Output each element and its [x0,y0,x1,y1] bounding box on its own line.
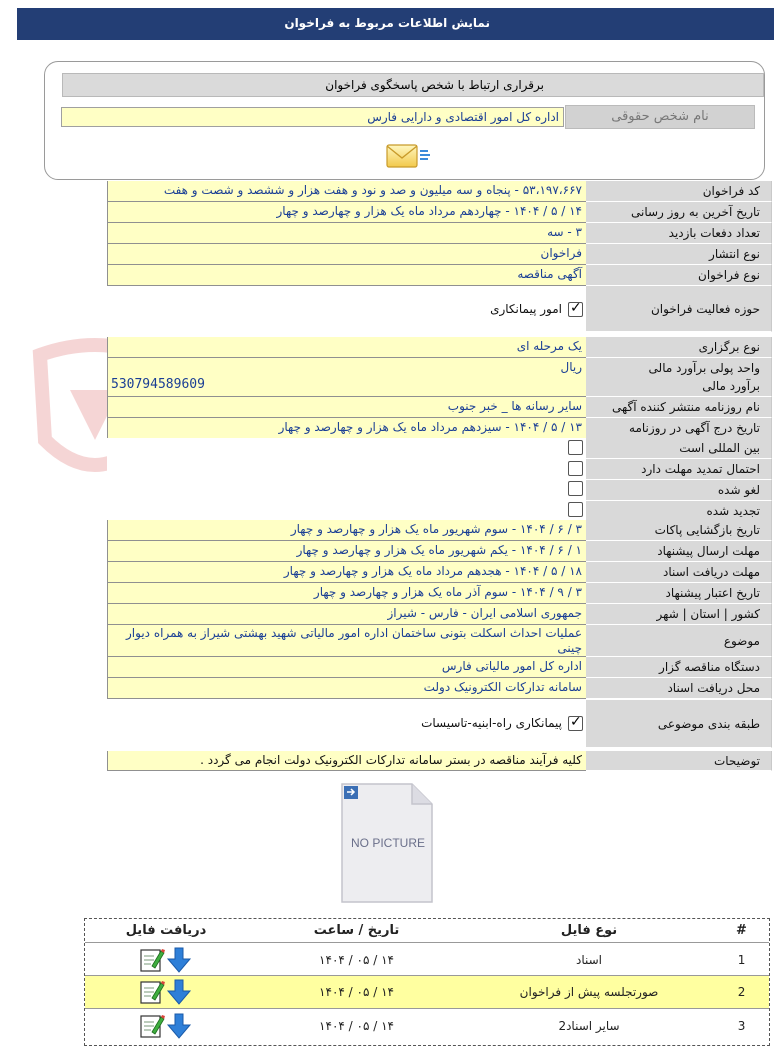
field-label: تاریخ اعتبار پیشنهاد [586,583,772,604]
field-value: سامانه تدارکات الکترونیک دولت [107,678,586,699]
legal-person-label: نام شخص حقوقی [565,105,755,129]
field-label: تاریخ آخرین به روز رسانی [586,202,772,223]
field-label: نام روزنامه منتشر کننده آگهی [586,397,772,418]
field-renewed [107,501,772,522]
field-value: 530794589609 [107,376,586,397]
field-label: احتمال تمدید مهلت دارد [586,459,772,480]
category-checkbox[interactable] [568,716,583,731]
cancelled-checkbox[interactable] [568,481,583,496]
field-call-type [107,265,772,286]
field-value [107,480,586,501]
row-type: اسناد [576,953,603,967]
row-date: ۱۴ / ۰۵ / ۱۴۰۴ [319,985,394,999]
field-value: آگهی مناقصه [107,265,586,286]
field-call-code [107,181,772,202]
field-label: لغو شده [586,480,772,501]
field-label: موضوع [586,625,772,657]
extension-checkbox[interactable] [568,461,583,476]
field-value: کلیه فرآیند مناقصه در بستر سامانه تدارکات الکترونیک دولت انجام می گردد . [107,751,586,771]
field-label: بین المللی است [586,438,772,459]
page-title: نمایش اطلاعات مربوط به فراخوان [284,16,490,30]
field-newspaper-date [107,418,772,439]
field-label: تعداد دفعات بازدید [586,223,772,244]
field-newspaper [107,397,772,418]
header-type: نوع فایل [560,923,618,938]
field-label: کد فراخوان [586,181,772,202]
contact-title-bar [62,73,764,97]
row-type: صورتجلسه پیش از فراخوان [519,985,659,999]
row-date: ۱۴ / ۰۵ / ۱۴۰۴ [319,1019,394,1033]
field-value [107,501,586,522]
row-download [83,1009,249,1043]
header-date: تاریخ / ساعت [313,923,400,938]
edit-document-icon[interactable] [139,947,165,973]
field-label: محل دریافت اسناد [586,678,772,699]
table-row [85,943,769,977]
field-international [107,438,772,459]
field-value: جمهوری اسلامی ایران - فارس - شیراز [107,604,586,625]
field-value: ۱۴ / ۵ / ۱۴۰۴ - چهاردهم مرداد ماه یک هزار و چهارصد و چهار [107,202,586,223]
field-label: نوع فراخوان [586,265,772,286]
field-value: ۱۳ / ۵ / ۱۴۰۴ - سیزدهم مرداد ماه یک هزار و چهارصد و چهار [107,418,586,439]
field-publish-type [107,244,772,265]
field-label: طبقه بندی موضوعی [586,700,772,748]
row-download [83,976,249,1008]
field-label: نوع انتشار [586,244,772,265]
field-label: تاریخ درج آگهی در روزنامه [586,418,772,439]
field-doc-deadline [107,562,772,583]
field-holding-type [107,337,772,358]
field-estimate [107,376,772,397]
field-value: یک مرحله ای [107,337,586,358]
field-value: سایر رسانه ها _ خبر جنوب [107,397,586,418]
table-row [85,1009,769,1043]
activity-area-checkbox-label: امور پیمانکاری [490,302,562,316]
field-label: حوزه فعالیت فراخوان [586,286,772,332]
field-value: ۵۳،۱۹۷،۶۶۷ - پنجاه و سه میلیون و صد و نود و هفت هزار و ششصد و شصت و هفت [107,181,586,202]
field-envelope-opening [107,520,772,541]
field-value: ۳ / ۹ / ۱۴۰۴ - سوم آذر ماه یک هزار و چهارصد و چهار [107,583,586,604]
field-value: اداره کل امور مالیاتی فارس [107,657,586,678]
contact-title: برقراری ارتباط با شخص پاسخگوی فراخوان [325,78,544,92]
field-value [107,459,586,480]
field-label: توضیحات [586,751,772,771]
row-download [83,943,249,977]
field-value: ۳ - سه [107,223,586,244]
row-num: 3 [737,1019,746,1033]
field-value [107,438,586,459]
activity-area-checkbox[interactable] [568,302,583,317]
field-value: ۱ / ۶ / ۱۴۰۴ - یکم شهریور ماه یک هزار و چهارصد و چهار [107,541,586,562]
page-header [17,8,774,40]
files-table [84,918,770,1046]
table-row [85,975,769,1009]
row-num: 2 [737,985,746,999]
field-bid-deadline [107,541,772,562]
field-value: ریال [107,358,586,379]
field-label: تجدید شده [586,501,772,522]
field-label: واحد پولی برآورد مالی [586,358,772,379]
field-label: نوع برگزاری [586,337,772,358]
field-value: عملیات احداث اسکلت بتونی ساختمان اداره امور مالیاتی شهید بهشتی شیراز به همراه دیوار چینی [107,625,586,657]
field-bid-validity [107,583,772,604]
field-activity-area [107,286,772,332]
field-label: مهلت ارسال پیشنهاد [586,541,772,562]
field-value: ۳ / ۶ / ۱۴۰۴ - سوم شهریور ماه یک هزار و چهارصد و چهار [107,520,586,541]
field-subject [107,625,772,657]
field-visit-count [107,223,772,244]
no-picture-text: NO PICTURE [350,836,426,850]
field-label: دستگاه مناقصه گزار [586,657,772,678]
field-label: تاریخ بازگشایی پاکات [586,520,772,541]
edit-document-icon[interactable] [139,979,165,1005]
field-organizer [107,657,772,678]
international-checkbox[interactable] [568,440,583,455]
row-num: 1 [737,953,746,967]
field-location [107,604,772,625]
field-extension [107,459,772,480]
row-date: ۱۴ / ۰۵ / ۱۴۰۴ [319,953,394,967]
field-description [107,751,772,771]
download-arrow-icon[interactable] [165,978,193,1006]
edit-document-icon[interactable] [139,1013,165,1039]
renewed-checkbox[interactable] [568,502,583,517]
envelope-icon[interactable] [385,139,431,171]
field-label: کشور | استان | شهر [586,604,772,625]
field-label: مهلت دریافت اسناد [586,562,772,583]
legal-person-value: اداره کل امور اقتصادی و دارایی فارس [61,107,564,127]
field-last-update [107,202,772,223]
header-download: دریافت فایل [125,923,207,938]
row-type: سایر اسناد2 [558,1019,620,1033]
field-cancelled [107,480,772,501]
field-doc-place [107,678,772,699]
header-num: # [736,923,747,938]
no-picture-image [338,782,434,904]
files-table-header [85,919,769,943]
download-arrow-icon[interactable] [165,946,193,974]
field-label: برآورد مالی [586,376,772,397]
download-arrow-icon[interactable] [165,1012,193,1040]
category-checkbox-label: پیمانکاری راه-ابنیه-تاسیسات [421,716,562,730]
field-value: فراخوان [107,244,586,265]
field-value: ۱۸ / ۵ / ۱۴۰۴ - هجدهم مرداد ماه یک هزار و چهارصد و چهار [107,562,586,583]
